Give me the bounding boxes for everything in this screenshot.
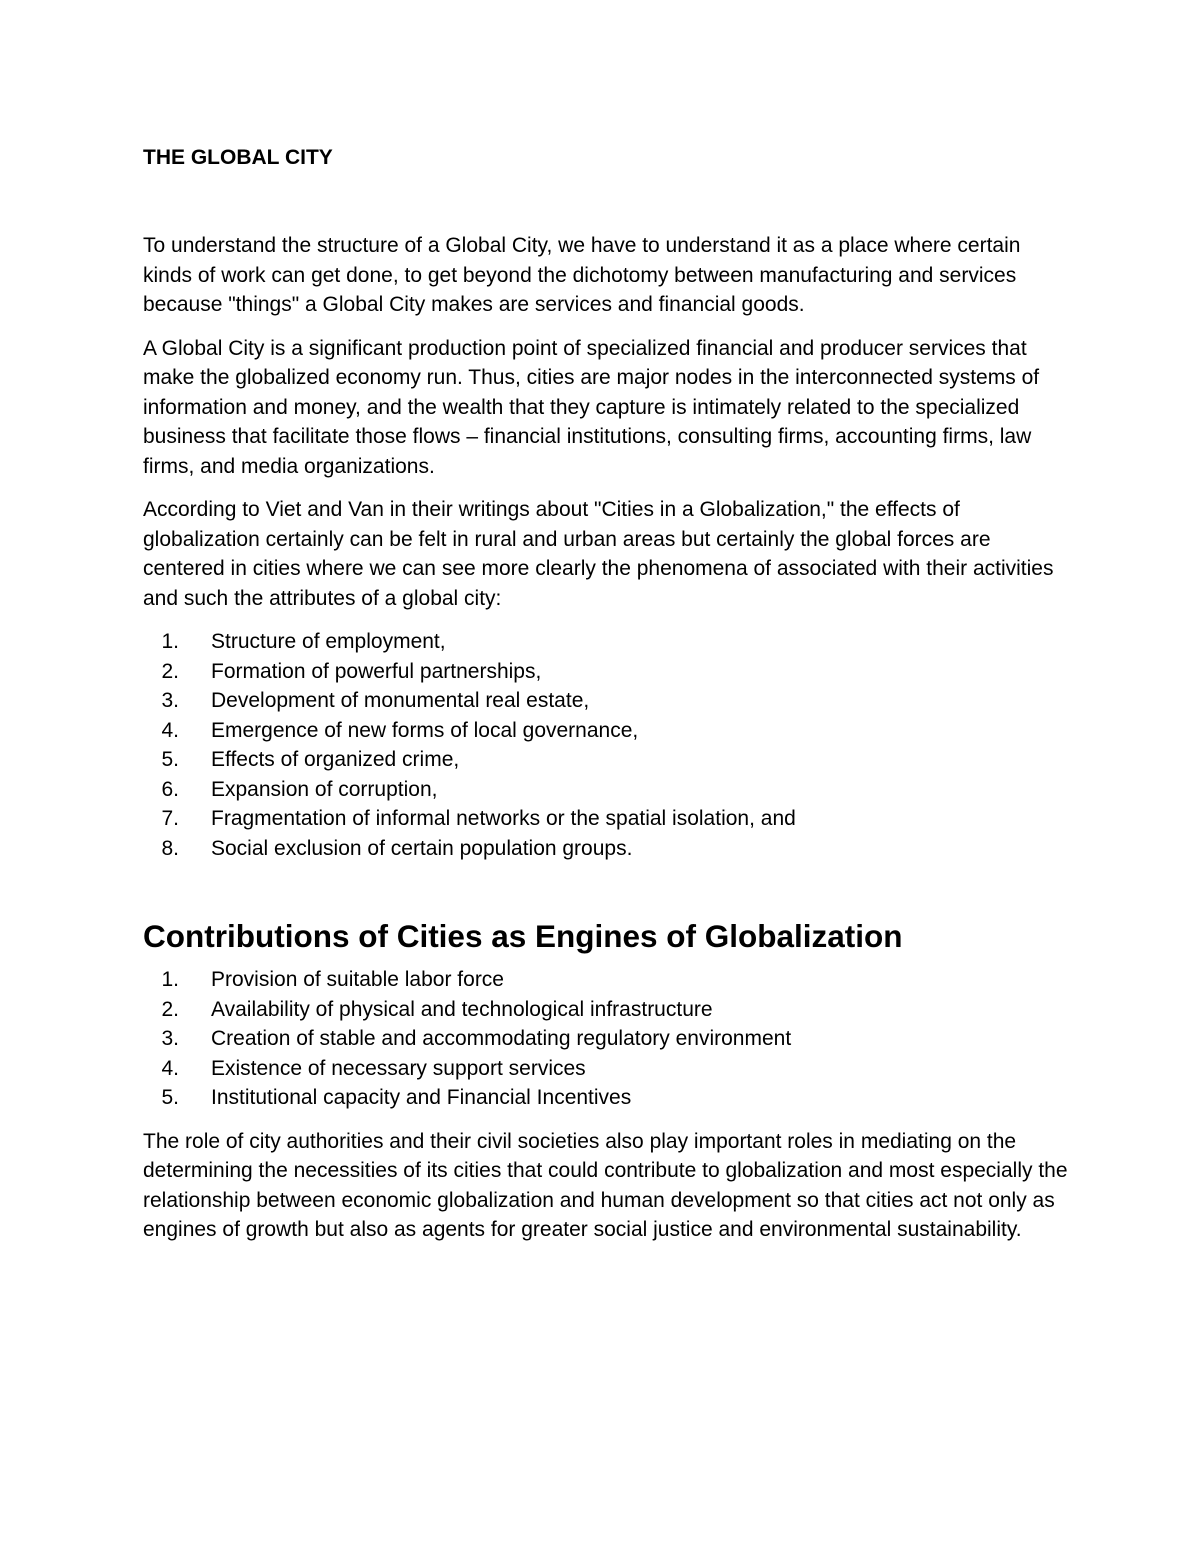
list-item: 4. Existence of necessary support services xyxy=(161,1056,586,1080)
document-title: THE GLOBAL CITY xyxy=(143,146,333,169)
list-item: 5. Institutional capacity and Financial Incentives xyxy=(161,1086,632,1109)
paragraph-intro: To understand the structure of a Global City, we have to understand it as a place where certain kinds of work can get done, to get beyond the dichotomy between manufacturing and services because "things" a Global City makes are services and financial goods. xyxy=(143,234,1021,316)
list-item: 1. Structure of employment, xyxy=(161,630,446,653)
list-item: 6. Expansion of corruption, xyxy=(161,777,438,801)
list-item: 2. Formation of powerful partnerships, xyxy=(161,659,542,683)
list-item: 3. Creation of stable and accommodating regulatory environment xyxy=(161,1027,792,1050)
list-item: 8. Social exclusion of certain population groups. xyxy=(161,836,633,860)
list-item: 2. Availability of physical and technological infrastructure xyxy=(161,997,713,1021)
document-content xyxy=(143,143,1068,1245)
list-item: 5. Effects of organized crime, xyxy=(161,748,460,771)
paragraph-conclusion: The role of city authorities and their civil societies also play important roles in mediating on the determining the necessities of its cities that could contribute to globalization and most especially the relationship between economic globalization and human development so that cities act not only as engines of growth but also as agents for greater social justice and environmental sustainability. xyxy=(143,1129,1068,1241)
attributes-list xyxy=(143,627,1068,863)
section-heading: Contributions of Cities as Engines of Globalization xyxy=(143,918,903,954)
list-item: 7. Fragmentation of informal networks or the spatial isolation, and xyxy=(161,807,796,830)
list-item: 4. Emergence of new forms of local governance, xyxy=(161,718,639,742)
list-item: 1. Provision of suitable labor force xyxy=(161,968,504,991)
list-item: 3. Development of monumental real estate, xyxy=(161,689,590,712)
contributions-list xyxy=(143,965,1068,1113)
paragraph-definition: A Global City is a significant production point of specialized financial and producer services that make the globalized economy run. Thus, cities are major nodes in the interconnected systems of information and money, and the wealth that they capture is intimately related to the specialized business that facilitate those flows – financial institutions, consulting firms, accounting firms, law firms, and media organizations. xyxy=(143,336,1040,478)
paragraph-attributes-intro: According to Viet and Van in their writings about "Cities in a Globalization," the effects of globalization certainly can be felt in rural and urban areas but certainly the global forces are centered in cities where we can see more clearly the phenomena of associated with their activities and such the attributes of a global city: xyxy=(143,498,1054,610)
